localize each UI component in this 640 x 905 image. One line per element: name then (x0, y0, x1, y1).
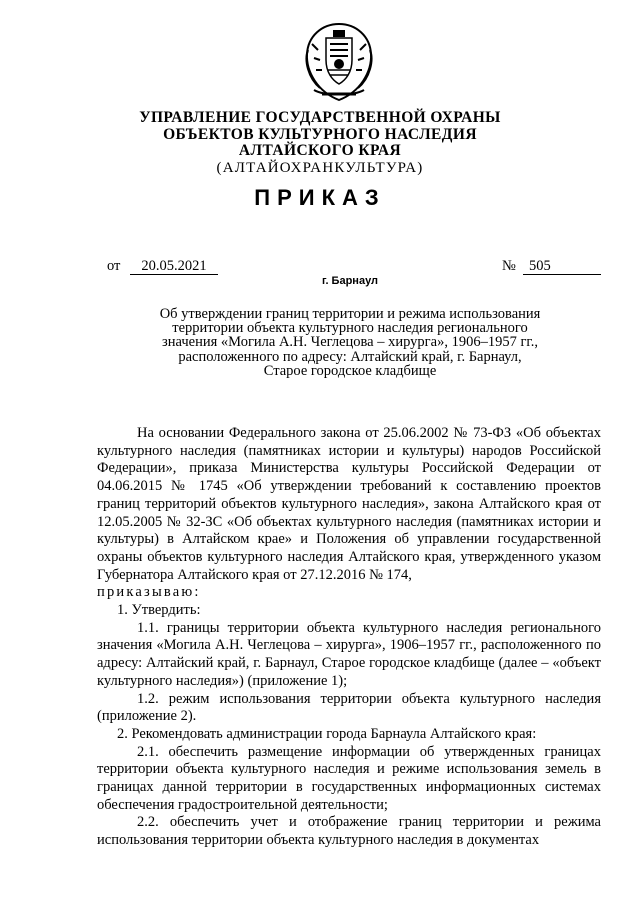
date-label: от (107, 258, 121, 274)
org-short-name: (АЛТАЙОХРАНКУЛЬТУРА) (216, 159, 424, 176)
org-name-line-3: АЛТАЙСКОГО КРАЯ (238, 142, 402, 159)
number-label: № (502, 258, 516, 274)
number-field (523, 258, 601, 275)
subject-line: расположенного по адресу: Алтайский край, г. Барнаул, (178, 348, 522, 365)
body-item: 2.1. обеспечить размещение информации об утвержденных границах территории объекта культурного наследия и режиме использования земель в границах данной территории в государственных информационных системах обеспечения градостроительной деятельности; (97, 743, 601, 813)
number-value: 505 (529, 258, 551, 274)
org-name-line-2: ОБЪЕКТОВ КУЛЬТУРНОГО НАСЛЕДИЯ (163, 125, 477, 143)
coat-of-arms-emblem (300, 20, 378, 104)
body-item: 2.2. обеспечить учет и отображение границ территории и режима использования территории объекта культурного наследия в документах (97, 814, 601, 849)
body-item: 2. Рекомендовать администрации города Барнаула Алтайского края: (117, 725, 537, 742)
body-item: 1. Утвердить: (117, 602, 201, 619)
subject-block (125, 307, 575, 378)
subject-line: Старое городское кладбище (263, 362, 437, 379)
organization-header (0, 110, 640, 177)
preamble-paragraph: На основании Федерального закона от 25.06.2002 № 73-ФЗ «Об объектах культурного наследия (памятниках истории и культуры) народов Российской Федерации», приказа Министерства культуры Российской Федерации от 04.06.2015 № 1745 «Об утверждении требований к составлению проектов границ территорий объектов культурного наследия», закона Алтайского края от 12.05.2005 № 32-ЗС «Об объектах культурного наследия (памятниках истории и культуры) в Алтайском крае» и Положения об управлении государственной охраны объектов культурного наследия Алтайского края, утвержденного указом Губернатора Алтайского края от 27.12.2016 № 174, (97, 425, 601, 583)
subject-line: территории объекта культурного наследия регионального (172, 320, 528, 337)
subject-line: значения «Могила А.Н. Чеглецова – хирурга», 1906–1957 гг., (162, 334, 538, 351)
date-field: 20.05.2021 (130, 258, 218, 275)
body-item: 1.1. границы территории объекта культурного наследия регионального значения «Могила А.Н. Чеглецова – хирурга», 1906–1957 гг., расположенного по адресу: Алтайский край, г. Барнаул, Старое городское кладбище (далее – «объект культурного наследия») (приложение 1); (97, 619, 601, 689)
document-title: ПРИКАЗ (254, 185, 386, 210)
org-name-line-1: УПРАВЛЕНИЕ ГОСУДАРСТВЕННОЙ ОХРАНЫ (139, 109, 501, 126)
document-body (97, 425, 601, 850)
city-label: г. Барнаул (321, 275, 379, 287)
subject-line: Об утверждении границ территории и режима использования (159, 306, 541, 322)
body-item: 1.2. режим использования территории объекта культурного наследия (приложение 2). (97, 690, 601, 725)
order-word: приказываю: (97, 584, 201, 601)
